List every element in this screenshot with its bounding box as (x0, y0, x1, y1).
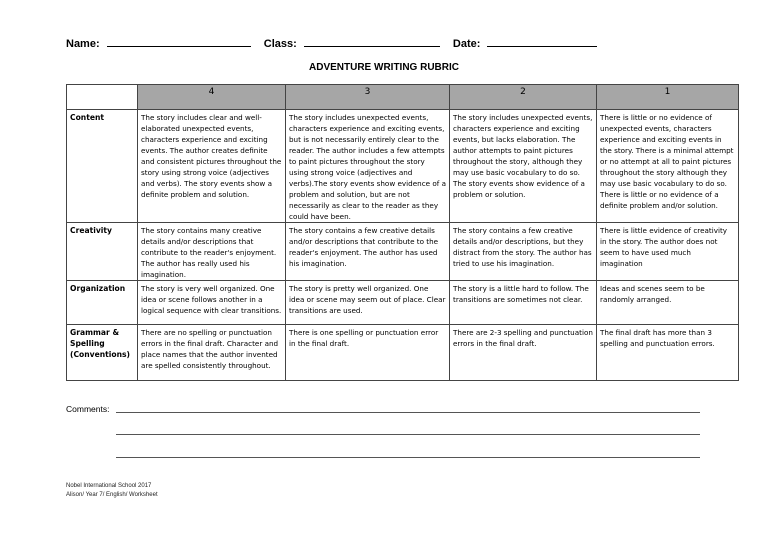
table-row (67, 281, 739, 325)
date-label: Date: (452, 38, 481, 50)
descriptor-cell: The story is pretty well organized. One idea or scene may seem out of place. Clear transitions are used. (286, 281, 450, 325)
descriptor-cell: There are 2-3 spelling and punctuation errors in the final draft. (450, 325, 597, 381)
descriptor-cell: The story includes clear and well-elaborated unexpected events, characters experience and exciting events. The author creates definite and consistent pictures throughout the story using strong voice (adjectives and verbs). The story events show a definite problem and solution. (138, 110, 286, 223)
criterion-creativity: Creativity (67, 223, 138, 281)
descriptor-cell: There is one spelling or punctuation error in the final draft. (286, 325, 450, 381)
criterion-organization: Organization (67, 281, 138, 325)
comments-line-1[interactable] (116, 412, 700, 413)
descriptor-cell: The story includes unexpected events, characters experience and exciting events, but lacks elaboration. The author attempts to paint pictures throughout the story, although they may use basic vocabulary to do so. The story events show evidence of a problem or solution. (450, 110, 597, 223)
table-row (67, 325, 739, 381)
descriptor-cell: The final draft has more than 3 spelling and punctuation errors. (597, 325, 739, 381)
score-header-4: 4 (138, 85, 286, 110)
footer (66, 482, 158, 500)
descriptor-cell: The story contains a few creative details and/or descriptions, but they distract from the story. The author has tried to use his imagination. (450, 223, 597, 281)
comments-label: Comments: (66, 404, 110, 414)
score-header-row (67, 85, 739, 110)
comments-line-3[interactable] (116, 457, 700, 458)
footer-school: Nobel International School 2017 (66, 483, 152, 489)
descriptor-cell: There are no spelling or punctuation errors in the final draft. Character and place names that the author invented are spelled consistently throughout. (138, 325, 286, 381)
corner-cell (67, 85, 138, 110)
descriptor-cell: The story contains many creative details and/or descriptions that contribute to the reader's enjoyment. The author has really used his imagination. (138, 223, 286, 281)
rubric-table (66, 84, 739, 381)
student-info-header (66, 36, 706, 50)
descriptor-cell: The story is a little hard to follow. The transitions are sometimes not clear. (450, 281, 597, 325)
score-header-3: 3 (286, 85, 450, 110)
date-field[interactable] (487, 36, 597, 47)
table-row (67, 223, 739, 281)
criterion-content: Content (67, 110, 138, 223)
descriptor-cell: Ideas and scenes seem to be randomly arranged. (597, 281, 739, 325)
footer-course: Alison/ Year 7/ English/ Worksheet (66, 492, 158, 498)
comments-line-2[interactable] (116, 434, 700, 435)
criterion-grammar-spelling: Grammar & Spelling (Conventions) (67, 325, 138, 381)
table-row (67, 110, 739, 223)
descriptor-cell: The story contains a few creative details and/or descriptions that contribute to the reader's enjoyment. The author has used his imagination. (286, 223, 450, 281)
descriptor-cell: There is little evidence of creativity in the story. The author does not seem to have used much imagination (597, 223, 739, 281)
descriptor-cell: The story includes unexpected events, characters experience and exciting events, but is not necessarily entirely clear to the reader. The author includes a few attempts to paint pictures throughout the story using strong voice (adjectives and verbs).The story events show evidence of a problem and solution, but are not necessarily as clear to the reader as they could have been. (286, 110, 450, 223)
name-label: Name: (66, 38, 100, 50)
descriptor-cell: The story is very well organized. One idea or scene follows another in a logical sequence with clear transitions. (138, 281, 286, 325)
class-label: Class: (263, 38, 297, 50)
rubric-title: ADVENTURE WRITING RUBRIC (309, 62, 459, 73)
class-field[interactable] (304, 36, 440, 47)
score-header-1: 1 (597, 85, 739, 110)
descriptor-cell: There is little or no evidence of unexpected events, characters experience and exciting events in the story. There is a minimal attempt or no attempt at all to paint pictures throughout the story although they may use basic vocabulary to do so. There is little or no evidence of a definite problem and/or solution. (597, 110, 739, 223)
name-field[interactable] (107, 36, 251, 47)
score-header-2: 2 (450, 85, 597, 110)
